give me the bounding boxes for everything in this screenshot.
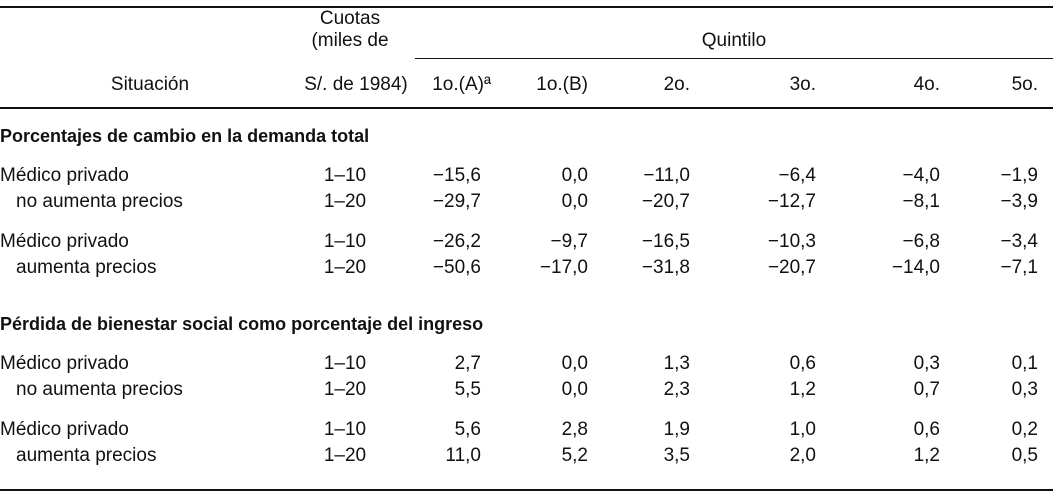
cuota-cell: 1–20 [323,191,367,212]
value-cell: 0,7 [913,379,940,400]
header-bottom-rule [0,107,1053,109]
value-cell: 0,5 [1011,445,1038,466]
value-cell: 0,0 [561,191,588,212]
table-row [0,230,1053,254]
top-rule [0,6,1053,8]
value-cell: 5,2 [561,445,588,466]
cuota-cell: 1–20 [323,445,367,466]
quintilo-rule [415,58,1053,59]
value-cell: −14,0 [891,257,940,278]
value-cell: −17,0 [539,257,588,278]
value-cell: −29,7 [432,191,481,212]
cuotas-header-line3: S/. de 1984) [304,74,408,95]
value-cell: 0,0 [561,353,588,374]
value-cell: 5,5 [454,379,481,400]
value-cell: −6,4 [778,165,816,186]
table-row [0,378,1053,402]
value-cell: −20,7 [767,257,816,278]
quintile-header-3: 3o. [789,74,816,95]
value-cell: 0,0 [561,379,588,400]
table-row [0,190,1053,214]
value-cell: 1,3 [663,353,690,374]
quintile-header-2: 2o. [663,74,690,95]
quintile-header-4: 4o. [913,74,940,95]
value-cell: −20,7 [641,191,690,212]
value-cell: −6,8 [902,231,940,252]
value-cell: 1,9 [663,419,690,440]
value-cell: 1,2 [913,445,940,466]
value-cell: 0,3 [1011,379,1038,400]
value-cell: 3,5 [663,445,690,466]
table-row [0,164,1053,188]
value-cell: 2,7 [454,353,481,374]
value-cell: 1,0 [789,419,816,440]
cuota-cell: 1–10 [323,419,367,440]
cuota-cell: 1–20 [323,257,367,278]
quintilo-header: Quintilo [701,30,767,51]
value-cell: −3,4 [1000,231,1038,252]
value-cell: −26,2 [432,231,481,252]
table-row [0,444,1053,468]
row-label: Médico privado [0,165,129,186]
row-label: Médico privado [0,231,129,252]
bottom-rule [0,489,1053,491]
row-label: no aumenta precios [16,191,183,212]
quintile-header-1b: 1o.(B) [536,74,588,95]
value-cell: −7,1 [1000,257,1038,278]
value-cell: 0,3 [913,353,940,374]
row-label: Médico privado [0,353,129,374]
row-label: aumenta precios [16,257,157,278]
situacion-header: Situación [110,74,190,95]
value-cell: −50,6 [432,257,481,278]
value-cell: 11,0 [445,445,481,466]
value-cell: 0,2 [1011,419,1038,440]
value-cell: 2,0 [789,445,816,466]
row-label: aumenta precios [16,445,157,466]
value-cell: −1,9 [1000,165,1038,186]
section-title-welfare: Pérdida de bienestar social como porcentaje del ingreso [0,314,484,334]
value-cell: −11,0 [643,165,690,186]
cuota-cell: 1–10 [323,353,367,374]
cuotas-header-line2: (miles de [311,30,389,51]
value-cell: 0,6 [913,419,940,440]
section-title-demand: Porcentajes de cambio en la demanda total [0,126,370,146]
value-cell: 0,6 [789,353,816,374]
value-cell: 0,1 [1011,353,1038,374]
value-cell: 5,6 [454,419,481,440]
cuota-cell: 1–10 [323,165,367,186]
cuota-cell: 1–10 [323,231,367,252]
quintile-header-1a: 1o.(A)ª [432,74,491,95]
row-label: no aumenta precios [16,379,183,400]
value-cell: −8,1 [902,191,940,212]
value-cell: 0,0 [561,165,588,186]
value-cell: 2,8 [561,419,588,440]
table-row [0,352,1053,376]
value-cell: −15,6 [432,165,481,186]
table-row [0,418,1053,442]
row-label: Médico privado [0,419,129,440]
value-cell: 2,3 [663,379,690,400]
value-cell: −3,9 [1000,191,1038,212]
value-cell: −12,7 [767,191,816,212]
value-cell: 1,2 [789,379,816,400]
value-cell: −9,7 [550,231,588,252]
value-cell: −31,8 [641,257,690,278]
cuota-cell: 1–20 [323,379,367,400]
quintile-header-5: 5o. [1011,74,1038,95]
value-cell: −16,5 [641,231,690,252]
value-cell: −10,3 [767,231,816,252]
value-cell: −4,0 [902,165,940,186]
cuotas-header-line1: Cuotas [319,8,381,29]
table-row [0,256,1053,280]
